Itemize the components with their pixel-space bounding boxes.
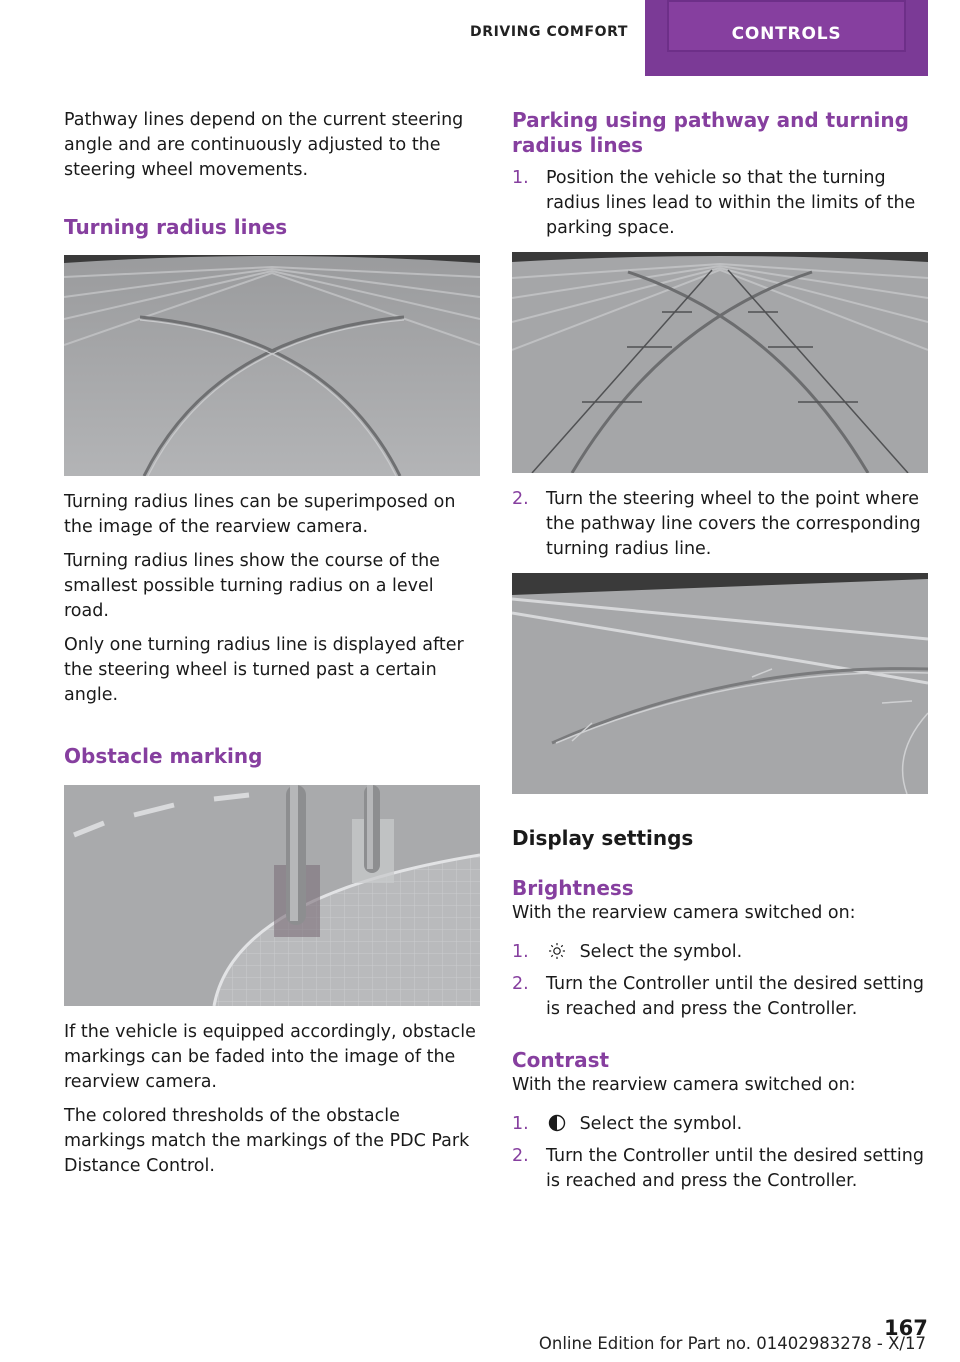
obstacle-marking-figure [64, 785, 480, 1006]
turning-radius-heading: Turning radius lines [64, 215, 288, 239]
brightness-heading: Brightness [512, 876, 634, 900]
parking-position-figure [512, 252, 928, 473]
chapter-tab-label: CONTROLS [731, 24, 842, 44]
contrast-steps-list [512, 1112, 928, 1194]
step-number: 2. [512, 489, 529, 509]
list-item [512, 1112, 928, 1137]
step-text: Select the symbol. [579, 942, 743, 962]
step-text: Turn the Controller until the desired setting is reached and press the Controller. [546, 974, 924, 1019]
parking-steps-list-continued [512, 487, 928, 562]
step-number: 1. [512, 942, 529, 962]
obstacle-marking-heading: Obstacle marking [64, 744, 263, 768]
brightness-intro: With the rearview camera switched on: [512, 903, 856, 923]
left-column [64, 108, 482, 1188]
header-section-title: DRIVING COMFORT [470, 24, 629, 40]
turning-radius-paragraph-3: Only one turning radius line is displayed after the steering wheel is turned past a certain angle. [64, 635, 464, 705]
contrast-icon [548, 1114, 566, 1132]
list-item [512, 1144, 928, 1194]
list-item [512, 166, 928, 241]
parking-heading: Parking using pathway and turning radius lines [512, 108, 909, 157]
sun-icon [548, 942, 566, 960]
step-text: Turn the steering wheel to the point where the pathway line covers the corresponding turning radius line. [546, 489, 921, 559]
obstacle-marking-paragraph-2: The colored thresholds of the obstacle markings match the markings of the PDC Park Distance Control. [64, 1106, 470, 1176]
pathway-covers-radius-figure [512, 573, 928, 794]
contrast-heading: Contrast [512, 1048, 610, 1072]
turning-radius-paragraph-1: Turning radius lines can be superimposed on the image of the rearview camera. [64, 492, 456, 537]
pathway-intro-paragraph: Pathway lines depend on the current steering angle and are continuously adjusted to the steering wheel movements. [64, 110, 464, 180]
display-settings-heading: Display settings [512, 826, 694, 850]
step-number: 1. [512, 168, 529, 188]
edition-footer: Online Edition for Part no. 01402983278 - X/17 [538, 1334, 926, 1353]
page-number: 167 [884, 1316, 928, 1340]
turning-radius-paragraph-2: Turning radius lines show the course of the smallest possible turning radius on a level road. [64, 551, 440, 621]
contrast-intro: With the rearview camera switched on: [512, 1075, 856, 1095]
obstacle-marking-paragraph-1: If the vehicle is equipped accordingly, obstacle markings can be faded into the image of the rearview camera. [64, 1022, 476, 1092]
step-text: Turn the Controller until the desired setting is reached and press the Controller. [546, 1146, 924, 1191]
step-text: Position the vehicle so that the turning radius lines lead to within the limits of the parking space. [546, 168, 916, 238]
step-number: 2. [512, 1146, 529, 1166]
list-item [512, 972, 928, 1022]
right-column [512, 108, 928, 1201]
step-text: Select the symbol. [579, 1114, 743, 1134]
parking-steps-list [512, 166, 928, 241]
chapter-tab [645, 0, 928, 76]
turning-radius-figure [64, 255, 480, 476]
list-item [512, 940, 928, 965]
step-number: 1. [512, 1114, 529, 1134]
list-item [512, 487, 928, 562]
brightness-steps-list [512, 940, 928, 1022]
step-number: 2. [512, 974, 529, 994]
